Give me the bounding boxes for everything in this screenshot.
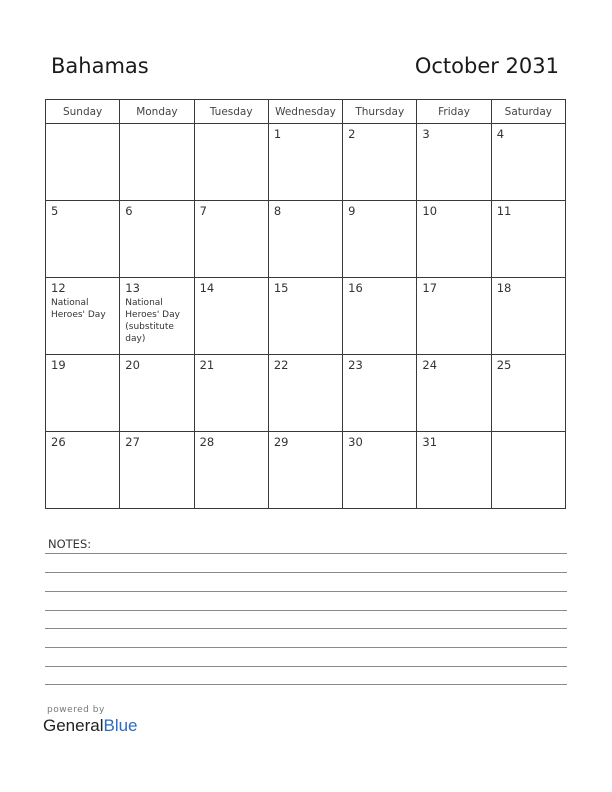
day-cell (268, 355, 342, 432)
day-cell (120, 201, 194, 278)
day-number: 21 (199, 358, 215, 372)
week-row (46, 355, 566, 432)
day-number: 22 (273, 358, 289, 372)
day-number: 12 (51, 281, 66, 295)
notes-label: NOTES: (48, 537, 92, 551)
day-cell (268, 124, 342, 201)
weekday-header: Sunday (46, 100, 120, 124)
day-number: 8 (273, 204, 282, 218)
week-row (46, 124, 566, 201)
weekday-header: Tuesday (194, 100, 268, 124)
day-number: 13 (125, 281, 140, 295)
day-number: 24 (422, 358, 438, 372)
weekday-header: Saturday (491, 100, 565, 124)
day-cell (417, 355, 491, 432)
day-cell (194, 432, 268, 509)
day-number: 30 (348, 435, 363, 449)
day-cell (194, 278, 268, 355)
weekday-header: Thursday (343, 100, 417, 124)
weekday-header-row (46, 100, 566, 124)
note-line[interactable] (45, 684, 567, 685)
day-number: 31 (422, 435, 438, 449)
weekday-header: Friday (417, 100, 491, 124)
day-cell (194, 355, 268, 432)
day-number: 3 (422, 127, 430, 141)
day-number: 2 (348, 127, 356, 141)
day-cell (417, 432, 491, 509)
day-cell (343, 278, 417, 355)
day-number: 7 (199, 204, 207, 218)
day-cell (46, 201, 120, 278)
day-number: 18 (496, 281, 512, 295)
note-line[interactable] (45, 647, 567, 648)
holiday-label: National Heroes' Day (substitute day) (125, 298, 180, 344)
day-cell (194, 201, 268, 278)
day-number: 11 (496, 204, 512, 218)
day-cell (491, 124, 565, 201)
day-cell (343, 432, 417, 509)
day-cell (491, 355, 565, 432)
day-cell (46, 278, 120, 355)
day-number: 27 (125, 435, 140, 449)
generalblue-logo[interactable] (43, 716, 138, 736)
calendar-grid (45, 99, 566, 509)
day-cell (120, 432, 194, 509)
day-cell (46, 432, 120, 509)
day-cell (120, 278, 194, 355)
week-row (46, 432, 566, 509)
day-cell (491, 432, 565, 509)
day-cell (268, 201, 342, 278)
day-cell (343, 201, 417, 278)
weekday-header: Monday (120, 100, 194, 124)
week-row (46, 278, 566, 355)
day-number: 4 (496, 127, 505, 141)
day-cell (417, 124, 491, 201)
day-cell (268, 432, 342, 509)
weekday-header: Wednesday (268, 100, 342, 124)
day-cell (268, 278, 342, 355)
day-number: 20 (125, 358, 140, 372)
day-number: 5 (51, 204, 59, 218)
day-cell (343, 124, 417, 201)
day-number: 9 (348, 204, 356, 218)
day-number: 1 (273, 127, 282, 141)
day-number: 23 (348, 358, 363, 372)
day-number: 25 (496, 358, 512, 372)
note-line[interactable] (45, 572, 567, 573)
day-cell (120, 355, 194, 432)
holiday-label: National Heroes' Day (51, 298, 106, 320)
note-line[interactable] (45, 610, 567, 611)
country-title: Bahamas (51, 54, 149, 78)
day-cell (491, 278, 565, 355)
day-number: 10 (422, 204, 438, 218)
note-line[interactable] (45, 666, 567, 667)
note-line[interactable] (45, 591, 567, 592)
day-number: 17 (422, 281, 438, 295)
day-number: 28 (199, 435, 215, 449)
day-number: 14 (199, 281, 215, 295)
day-cell (46, 124, 120, 201)
day-cell (417, 278, 491, 355)
note-line[interactable] (45, 628, 567, 629)
day-cell (120, 124, 194, 201)
day-number: 15 (273, 281, 289, 295)
day-cell (194, 124, 268, 201)
day-number: 29 (273, 435, 289, 449)
day-number: 26 (51, 435, 66, 449)
month-title: October 2031 (414, 54, 559, 78)
day-number: 16 (348, 281, 363, 295)
day-number: 19 (51, 358, 66, 372)
week-row (46, 201, 566, 278)
day-cell (491, 201, 565, 278)
day-cell (46, 355, 120, 432)
day-cell (343, 355, 417, 432)
day-number: 6 (125, 204, 133, 218)
note-line[interactable] (45, 553, 567, 554)
day-cell (417, 201, 491, 278)
brand-blue: Blue (103, 716, 138, 735)
powered-by-text: powered by (47, 705, 105, 715)
brand-general: General (43, 716, 104, 735)
